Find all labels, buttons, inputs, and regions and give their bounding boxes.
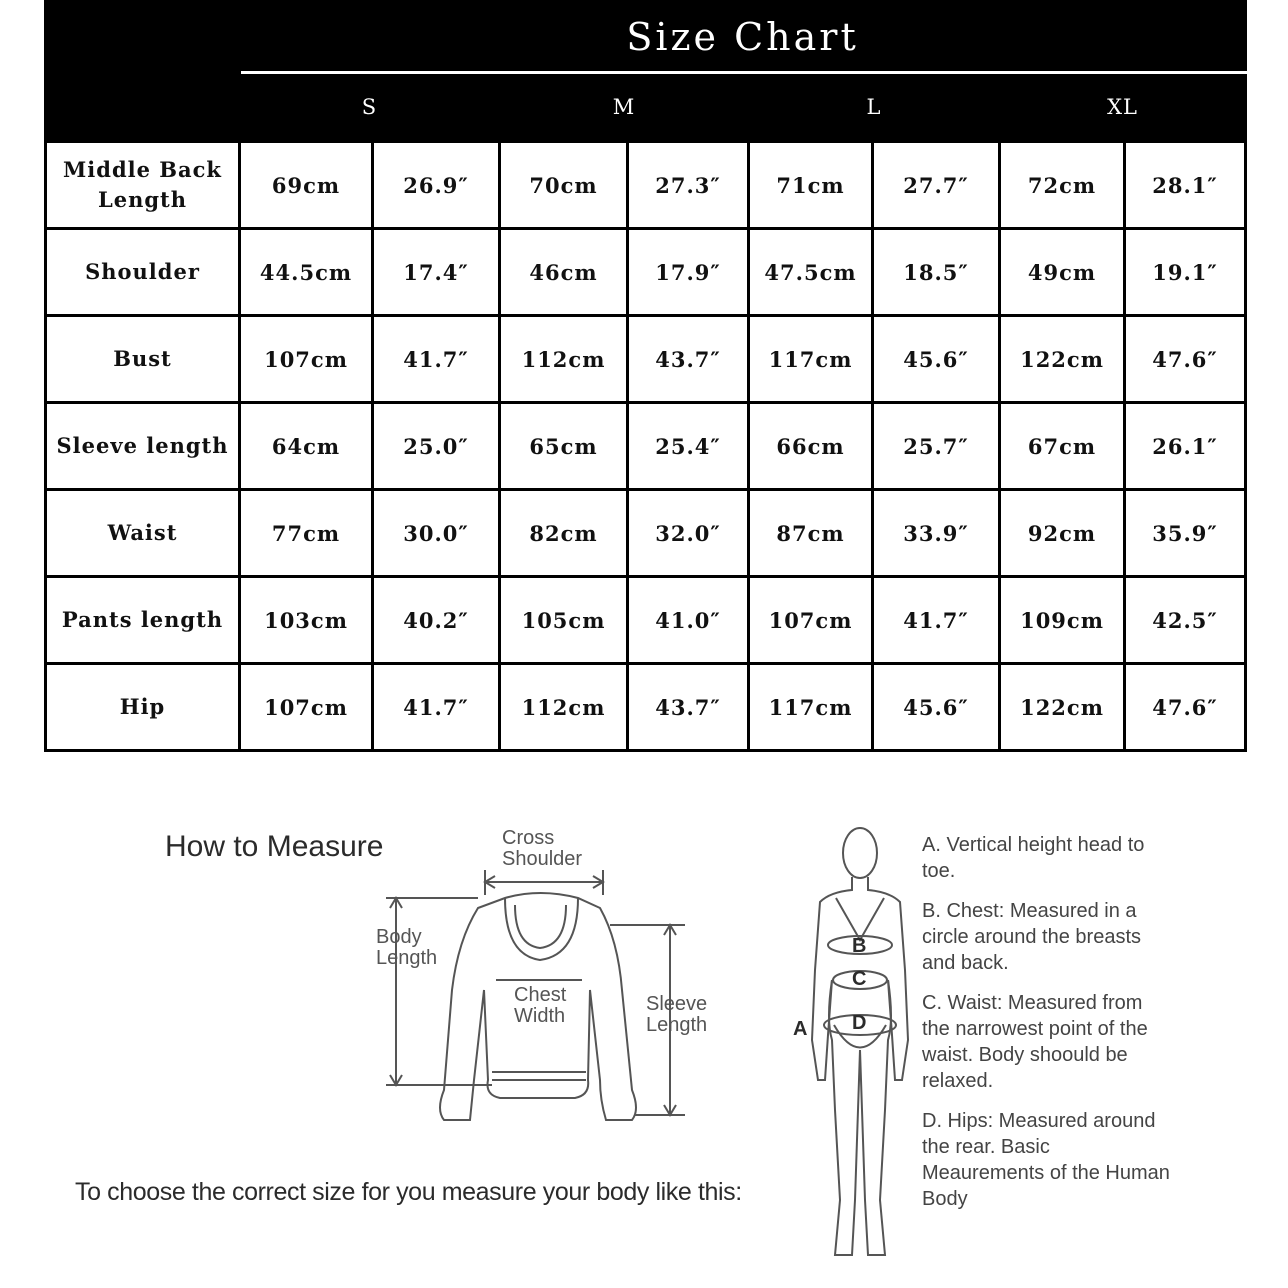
table-cell: 25.4″ <box>628 403 749 490</box>
table-cell: 49cm <box>1000 229 1125 316</box>
table-corner <box>46 2 240 142</box>
how-to-measure-section <box>0 780 1288 1288</box>
table-cell: 77cm <box>240 490 373 577</box>
table-cell: 26.9″ <box>373 142 500 229</box>
table-cell: 47.5cm <box>749 229 873 316</box>
table-cell: 17.4″ <box>373 229 500 316</box>
size-header-xl: XL <box>1000 73 1246 142</box>
size-header-s: S <box>240 73 500 142</box>
row-label <box>46 664 240 751</box>
table-cell: 35.9″ <box>1125 490 1246 577</box>
table-cell: 27.7″ <box>873 142 1000 229</box>
table-cell: 72cm <box>1000 142 1125 229</box>
note-a: A. Vertical height head to toe. <box>922 834 1145 882</box>
table-cell: 41.7″ <box>873 577 1000 664</box>
note-d: D. Hips: Measured around the rear. Basic Meaurements of the Human Body <box>922 1110 1170 1210</box>
row-label-line: Pants length <box>61 607 224 632</box>
table-cell: 30.0″ <box>373 490 500 577</box>
table-cell: 87cm <box>749 490 873 577</box>
how-to-measure-title: How to Measure <box>165 830 384 863</box>
row-label-line: Waist <box>107 520 178 545</box>
table-row <box>46 490 1246 577</box>
row-label <box>46 577 240 664</box>
table-cell: 107cm <box>240 664 373 751</box>
table-row <box>46 316 1246 403</box>
table-cell: 40.2″ <box>373 577 500 664</box>
table-cell: 42.5″ <box>1125 577 1246 664</box>
row-label-line: Hip <box>119 694 166 719</box>
figure-letter-d: D <box>852 1012 867 1034</box>
figure-letter-b: B <box>852 935 867 957</box>
measurement-notes <box>922 832 1172 1226</box>
table-cell: 26.1″ <box>1125 403 1246 490</box>
table-cell: 122cm <box>1000 316 1125 403</box>
row-label <box>46 490 240 577</box>
table-cell: 109cm <box>1000 577 1125 664</box>
row-label-line: Shoulder <box>85 259 200 284</box>
row-label-line: Length <box>97 187 188 212</box>
row-label <box>46 316 240 403</box>
table-cell: 41.7″ <box>373 664 500 751</box>
table-cell: 17.9″ <box>628 229 749 316</box>
note-c: C. Waist: Measured from the narrowest point of the waist. Body shoould be relaxed. <box>922 992 1148 1092</box>
table-row <box>46 403 1246 490</box>
figure-letter-a: A <box>793 1018 808 1040</box>
table-cell: 64cm <box>240 403 373 490</box>
table-cell: 92cm <box>1000 490 1125 577</box>
size-header-m: M <box>500 73 749 142</box>
table-cell: 117cm <box>749 664 873 751</box>
table-cell: 25.0″ <box>373 403 500 490</box>
body-figure-sketch <box>812 828 908 1255</box>
table-row <box>46 664 1246 751</box>
table-cell: 69cm <box>240 142 373 229</box>
body-length-label <box>376 927 437 969</box>
table-cell: 47.6″ <box>1125 664 1246 751</box>
row-label-line: Sleeve length <box>56 433 229 458</box>
table-cell: 67cm <box>1000 403 1125 490</box>
table-cell: 28.1″ <box>1125 142 1246 229</box>
table-cell: 43.7″ <box>628 664 749 751</box>
row-label-line: Middle Back <box>63 157 222 182</box>
chest-width-line-1: Chest <box>514 984 567 1006</box>
row-label <box>46 229 240 316</box>
row-label <box>46 403 240 490</box>
sleeve-length-line-1: Sleeve <box>646 993 708 1015</box>
table-cell: 82cm <box>500 490 628 577</box>
table-cell: 32.0″ <box>628 490 749 577</box>
table-cell: 47.6″ <box>1125 316 1246 403</box>
table-cell: 66cm <box>749 403 873 490</box>
table-cell: 65cm <box>500 403 628 490</box>
table-cell: 41.0″ <box>628 577 749 664</box>
choose-size-instruction: To choose the correct size for you measure your body like this: <box>75 1178 742 1206</box>
row-label <box>46 142 240 229</box>
chest-width-label <box>514 985 566 1027</box>
table-cell: 71cm <box>749 142 873 229</box>
row-label-line: Bust <box>113 346 172 371</box>
size-chart-title: Size Chart <box>240 2 1246 73</box>
table-cell: 45.6″ <box>873 316 1000 403</box>
cross-shoulder-line-1: Cross <box>502 827 555 849</box>
table-cell: 107cm <box>749 577 873 664</box>
figure-letter-c: C <box>852 968 867 990</box>
body-length-line-2: Length <box>376 947 438 969</box>
table-cell: 27.3″ <box>628 142 749 229</box>
table-row <box>46 229 1246 316</box>
table-row <box>46 142 1246 229</box>
table-row <box>46 577 1246 664</box>
table-cell: 112cm <box>500 316 628 403</box>
table-cell: 19.1″ <box>1125 229 1246 316</box>
table-cell: 112cm <box>500 664 628 751</box>
sleeve-length-label <box>646 994 707 1036</box>
table-cell: 117cm <box>749 316 873 403</box>
cross-shoulder-label <box>502 828 582 870</box>
table-cell: 107cm <box>240 316 373 403</box>
table-cell: 44.5cm <box>240 229 373 316</box>
table-cell: 33.9″ <box>873 490 1000 577</box>
table-cell: 25.7″ <box>873 403 1000 490</box>
size-chart-table <box>44 0 1247 752</box>
sleeve-length-line-2: Length <box>646 1014 708 1036</box>
table-cell: 18.5″ <box>873 229 1000 316</box>
table-cell: 103cm <box>240 577 373 664</box>
table-cell: 122cm <box>1000 664 1125 751</box>
table-cell: 70cm <box>500 142 628 229</box>
table-cell: 46cm <box>500 229 628 316</box>
body-length-line-1: Body <box>376 926 422 948</box>
chest-width-line-2: Width <box>514 1005 566 1027</box>
note-b: B. Chest: Measured in a circle around the breasts and back. <box>922 900 1142 974</box>
size-header-l: L <box>749 73 1000 142</box>
table-cell: 41.7″ <box>373 316 500 403</box>
table-cell: 105cm <box>500 577 628 664</box>
cross-shoulder-line-2: Shoulder <box>502 848 583 870</box>
table-cell: 45.6″ <box>873 664 1000 751</box>
table-cell: 43.7″ <box>628 316 749 403</box>
